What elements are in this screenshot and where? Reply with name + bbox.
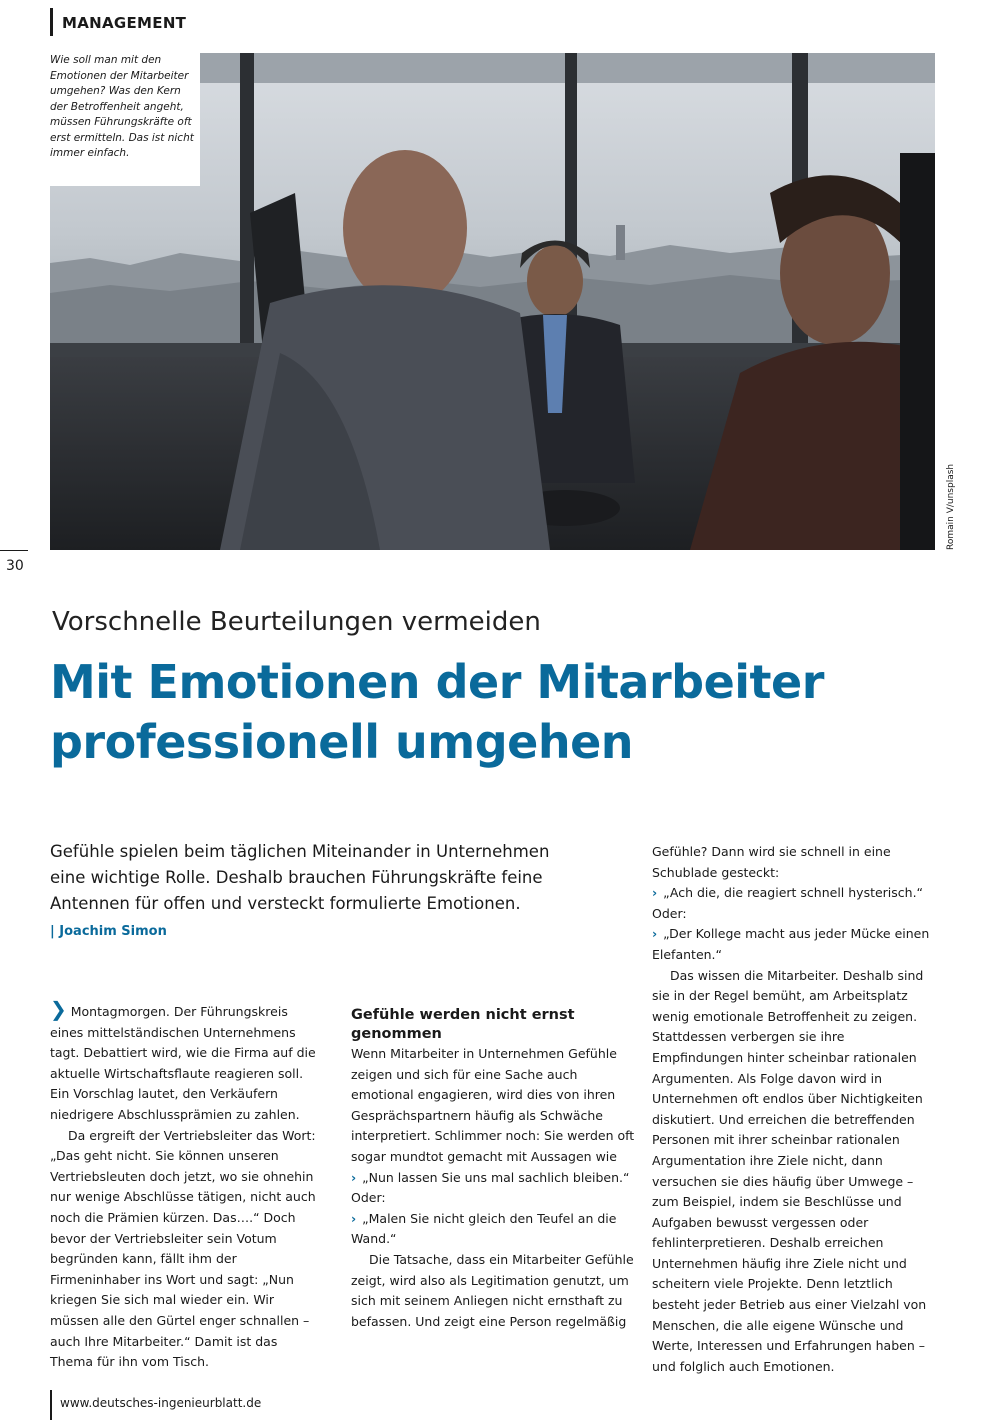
col3-bullet-2-text: „Der Kollege macht aus jeder Mücke einen Elefanten.“	[652, 926, 930, 962]
chevron-right-icon: ›	[351, 1169, 357, 1185]
page-number: 30	[6, 558, 24, 574]
col1-paragraph-1-text: Montagmorgen. Der Führungskreis eines mittelständischen Unternehmens tagt. Debattiert wird, wie die Firma auf die aktuelle Wirtschaftsflaute reagieren soll. Ein Vorschlag lautet, den Verkäufern niedrigere Abschlussprämien zu zahlen.	[50, 1004, 316, 1122]
column-3	[652, 842, 934, 1377]
chevron-right-icon: ›	[351, 1210, 357, 1226]
col2-bullet-2	[351, 1209, 636, 1250]
article-author: | Joachim Simon	[50, 924, 167, 939]
col3-oder-1: Oder:	[652, 905, 687, 921]
article-headline: Mit Emotionen der Mitarbeiter professionell umgehen	[50, 655, 824, 769]
column-2	[351, 1006, 636, 1332]
col3-paragraph-2: Das wissen die Mitarbeiter. Deshalb sind sie in der Regel bemüht, am Arbeitsplatz wenig emotionale Betroffenheit zu zeigen. Stattdessen verbergen sie ihre Empfindungen hinter scheinbar rationalen Argumenten. Als Folge davon wird in Unternehmen oft endlos über Nichtigkeiten diskutiert. Und erreichen die betreffenden Personen mit ihrer scheinbar rationalen Argumentation ihre Ziele nicht, dann versuchen sie dies häufig über Umwege – zum Beispiel, indem sie Beschlüsse und Aufgaben bewusst vergessen oder fehlinterpretieren. Deshalb erreichen Unternehmen häufig ihre Ziele nicht und scheitern viele Projekte. Denn letztlich besteht jeder Betrieb aus einer Vielzahl von Menschen, die alle eigene Wünsche und Werte, Interessen und Erfahrungen haben – und folglich auch Emotionen.	[652, 967, 927, 1374]
footer-url: www.deutsches-ingenieurblatt.de	[60, 1396, 262, 1410]
col2-oder-1: Oder:	[351, 1190, 386, 1206]
col3-bullet-1-text: „Ach die, die reagiert schnell hysterisch.“	[663, 885, 924, 901]
col2-paragraph-2: Die Tatsache, dass ein Mitarbeiter Gefühle zeigt, wird also als Legitimation genutzt, um sich mit seinem Anliegen nicht ernsthaft zu befassen. Und zeigt eine Person regelmäßig	[351, 1251, 634, 1329]
section-marker	[50, 8, 53, 36]
footer-marker	[50, 1390, 52, 1420]
col2-bullet-1-text: „Nun lassen Sie uns mal sachlich bleiben.“	[362, 1169, 630, 1185]
col2-subheading: Gefühle werden nicht ernst genommen	[351, 1007, 575, 1042]
page-number-rule	[0, 550, 28, 551]
article-kicker: Vorschnelle Beurteilungen vermeiden	[52, 607, 541, 637]
chevron-right-icon: ›	[652, 885, 658, 901]
photo-credit: Romain V/unsplash	[946, 463, 956, 550]
col3-bullet-2	[652, 924, 934, 965]
chevron-right-icon: ❯	[50, 997, 67, 1021]
column-1	[50, 997, 320, 1373]
col2-bullet-2-text: „Malen Sie nicht gleich den Teufel an die Wand.“	[351, 1210, 617, 1247]
section-label: MANAGEMENT	[62, 14, 187, 32]
col3-paragraph-1: Gefühle? Dann wird sie schnell in eine Schublade gesteckt:	[652, 844, 891, 880]
col3-bullet-1	[652, 883, 934, 904]
chevron-right-icon: ›	[652, 926, 658, 942]
col1-paragraph-2: Da ergreift der Vertriebsleiter das Wort: „Das geht nicht. Sie können unseren Vertriebsleuten doch jetzt, wo sie ohnehin nur wenige Abschlüsse tätigen, nicht auch noch die Prämien kürzen. Das….“ Doch bevor der Vertriebsleiter sein Votum begründen kann, fällt ihm der Firmeninhaber ins Wort und sagt: „Nun kriegen Sie sich mal wieder ein. Wir müssen alle den Gürtel enger schnallen – auch Ihre Mitarbeiter.“ Damit ist das Thema für ihn vom Tisch.	[50, 1127, 316, 1370]
photo-caption: Wie soll man mit den Emotionen der Mitarbeiter umgehen? Was den Kern der Betroffenheit angeht, müssen Führungskräfte oft erst ermitteln. Das ist nicht immer einfach.	[50, 54, 194, 159]
col1-paragraph-1	[50, 997, 320, 1126]
article-lead: Gefühle spielen beim täglichen Miteinander in Unternehmen eine wichtige Rolle. Deshalb brauchen Führungskräfte feine Antennen für offen und versteckt formulierte Emotionen.	[50, 842, 550, 913]
col2-paragraph-1: Wenn Mitarbeiter in Unternehmen Gefühle zeigen und sich für eine Sache auch emotional engagieren, wird dies von ihren Gesprächspartnern häufig als Schwäche interpretiert. Schlimmer noch: Sie werden oft sogar mundtot gemacht mit Aussagen wie	[351, 1046, 635, 1164]
col2-bullet-1	[351, 1168, 636, 1189]
